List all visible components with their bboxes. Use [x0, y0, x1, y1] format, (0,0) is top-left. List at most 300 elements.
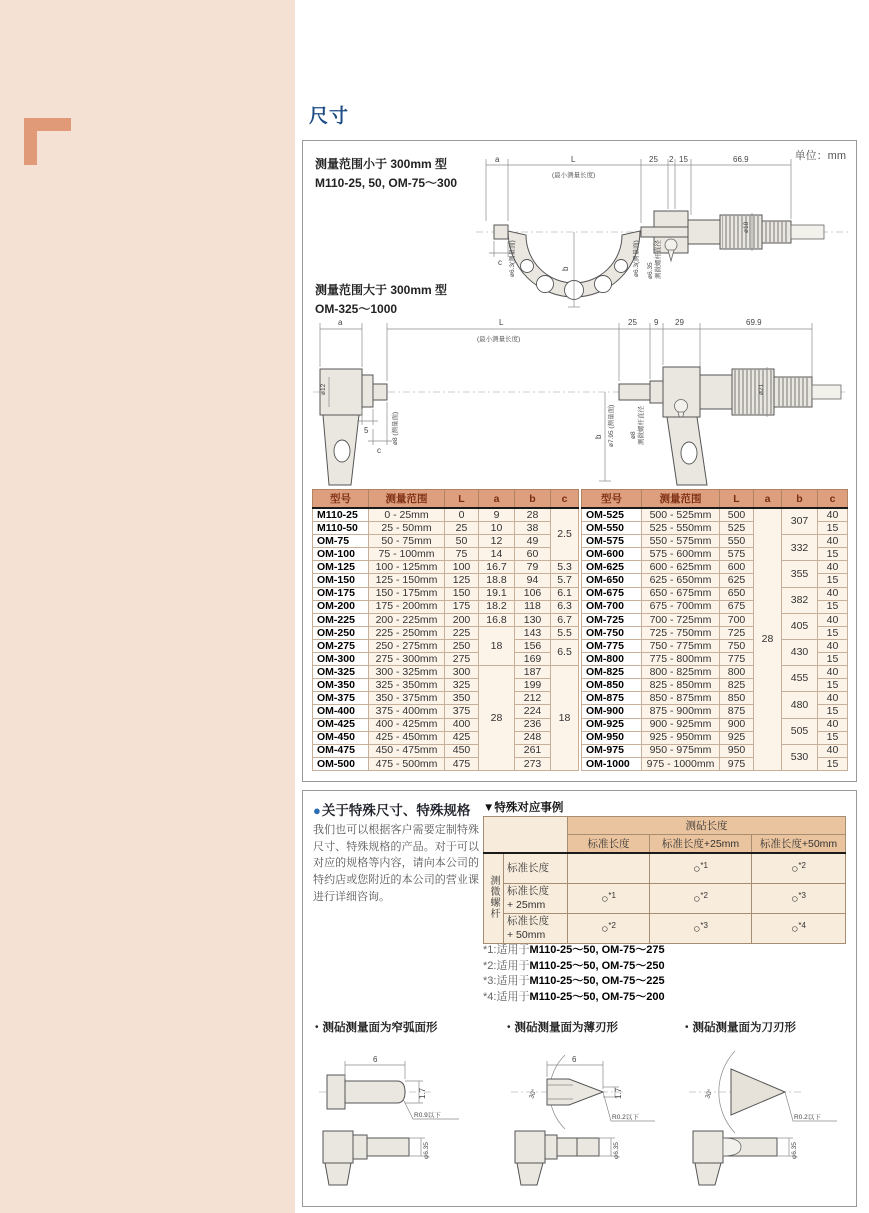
small-range-caption — [315, 155, 457, 193]
value-cell: 332 — [782, 535, 818, 561]
table-row — [313, 639, 579, 652]
micrometer-diagram-large — [305, 311, 853, 487]
value-cell: 275 - 300mm — [369, 653, 445, 666]
value-cell: 28 — [754, 508, 782, 770]
model-cell: OM-900 — [582, 705, 642, 718]
svg-text:L: L — [499, 318, 504, 327]
model-cell: OM-400 — [313, 705, 369, 718]
cell: ○$^{*4}$ — [752, 914, 846, 944]
cell: ○$^{*1}$ — [568, 884, 650, 914]
model-cell: OM-650 — [582, 574, 642, 587]
value-cell: 375 - 400mm — [369, 705, 445, 718]
value-cell: 19.1 — [479, 587, 515, 600]
value-cell: 350 — [445, 692, 479, 705]
model-cell: OM-850 — [582, 679, 642, 692]
value-cell: 250 - 275mm — [369, 639, 445, 652]
model-cell: M110-50 — [313, 522, 369, 535]
sleeve — [688, 220, 720, 244]
value-cell: 400 - 425mm — [369, 718, 445, 731]
column-header: c — [551, 490, 579, 509]
column-header: 标准长度 — [568, 835, 650, 854]
value-cell: 12 — [479, 535, 515, 548]
row-header: 标准长度 — [504, 853, 568, 884]
svg-text:φ6.35: φ6.35 — [423, 1142, 430, 1159]
model-cell: OM-750 — [582, 626, 642, 639]
table-row — [313, 522, 579, 535]
value-cell: 40 — [818, 561, 848, 574]
model-cell: OM-550 — [582, 522, 642, 535]
value-cell: 975 — [720, 757, 754, 770]
page-title: 尺寸 — [309, 106, 350, 127]
table-row — [484, 853, 846, 884]
value-cell: 40 — [818, 587, 848, 600]
model-cell: OM-500 — [313, 757, 369, 770]
value-cell: 0 - 25mm — [369, 508, 445, 522]
table-row — [313, 561, 579, 574]
column-header: L — [445, 490, 479, 509]
value-cell: 375 — [445, 705, 479, 718]
model-cell: OM-675 — [582, 587, 642, 600]
table-row — [313, 548, 579, 561]
svg-text:L: L — [571, 155, 576, 164]
model-cell: OM-375 — [313, 692, 369, 705]
table-row — [582, 587, 848, 600]
value-cell: 430 — [782, 639, 818, 665]
special-section-body: 我们也可以根据客户需要定制特殊尺寸、特殊规格的产品。对于可以对应的规格等内容，请向本公司的特约店或您附近的本公司的营业课进行详细咨询。 — [313, 824, 479, 903]
value-cell: 225 — [445, 626, 479, 639]
value-cell: 16.7 — [479, 561, 515, 574]
anvil-shape-drawing-2 — [503, 1035, 681, 1187]
value-cell: 725 — [720, 626, 754, 639]
value-cell: 475 - 500mm — [369, 757, 445, 770]
value-cell: 600 - 625mm — [642, 561, 720, 574]
value-cell: 455 — [782, 666, 818, 692]
special-sizes-panel — [302, 790, 857, 1207]
svg-text:66.9: 66.9 — [733, 155, 749, 164]
value-cell: 925 — [720, 731, 754, 744]
value-cell: 15 — [818, 653, 848, 666]
value-cell: 15 — [818, 522, 848, 535]
model-cell: OM-700 — [582, 600, 642, 613]
column-header: 测量范围 — [642, 490, 720, 509]
value-cell: 40 — [818, 692, 848, 705]
column-header: 型号 — [313, 490, 369, 509]
value-cell: 40 — [818, 535, 848, 548]
model-cell: OM-575 — [582, 535, 642, 548]
value-cell: 6.7 — [551, 613, 579, 626]
dimension-table-right — [581, 489, 848, 771]
dimension-table-left — [312, 489, 579, 771]
value-cell: 575 - 600mm — [642, 548, 720, 561]
model-cell: OM-725 — [582, 613, 642, 626]
svg-text:φ6.35: φ6.35 — [613, 1142, 620, 1159]
svg-text:R0.2以下: R0.2以下 — [794, 1114, 821, 1121]
svg-text:6: 6 — [373, 1055, 378, 1064]
column-header: b — [782, 490, 818, 509]
value-cell: 187 — [515, 666, 551, 679]
value-cell: 156 — [515, 639, 551, 652]
svg-text:R0.2以下: R0.2以下 — [612, 1114, 639, 1121]
model-cell: OM-600 — [582, 548, 642, 561]
model-cell: M110-25 — [313, 508, 369, 522]
table-row — [582, 613, 848, 626]
svg-text:(最小测量长度): (最小测量长度) — [552, 172, 596, 179]
corner-bracket-logo — [24, 118, 71, 165]
svg-text:ø18: ø18 — [743, 221, 750, 233]
footnote: *3:适用于M110-25～50, OM-75～225 — [483, 975, 665, 988]
value-cell: 143 — [515, 626, 551, 639]
model-cell: OM-75 — [313, 535, 369, 548]
value-cell: 325 — [445, 679, 479, 692]
model-cell: OM-125 — [313, 561, 369, 574]
value-cell: 0 — [445, 508, 479, 522]
triangle-marker-icon: ▼ — [483, 802, 495, 814]
value-cell: 273 — [515, 757, 551, 770]
svg-text:6: 6 — [572, 1055, 577, 1064]
svg-text:15: 15 — [679, 155, 688, 164]
value-cell: 525 — [720, 522, 754, 535]
value-cell: 125 - 150mm — [369, 574, 445, 587]
value-cell: 49 — [515, 535, 551, 548]
model-cell: OM-225 — [313, 613, 369, 626]
svg-text:30°: 30° — [704, 1088, 715, 1100]
value-cell: 525 - 550mm — [642, 522, 720, 535]
sleeve — [700, 375, 732, 409]
model-cell: OM-350 — [313, 679, 369, 692]
value-cell: 825 - 850mm — [642, 679, 720, 692]
value-cell: 169 — [515, 653, 551, 666]
column-header: 测量范围 — [369, 490, 445, 509]
svg-text:ø12: ø12 — [320, 383, 327, 395]
value-cell: 225 - 250mm — [369, 626, 445, 639]
value-cell: 15 — [818, 679, 848, 692]
svg-text:2: 2 — [669, 155, 674, 164]
value-cell: 50 - 75mm — [369, 535, 445, 548]
footnote: *4:适用于M110-25～50, OM-75～200 — [483, 990, 665, 1003]
value-cell: 40 — [818, 613, 848, 626]
special-case-table — [483, 816, 846, 944]
anvil-shape-narrow-arc — [311, 1019, 489, 1192]
header-row — [313, 490, 579, 509]
value-cell: 575 — [720, 548, 754, 561]
value-cell: 6.5 — [551, 639, 579, 665]
svg-text:ø8 (测量面): ø8 (测量面) — [392, 411, 399, 445]
value-cell: 261 — [515, 744, 551, 757]
value-cell: 236 — [515, 718, 551, 731]
table-row — [313, 705, 579, 718]
value-cell: 199 — [515, 679, 551, 692]
column-header: 标准长度+25mm — [650, 835, 752, 854]
bullet-icon: ● — [313, 803, 321, 818]
value-cell: 125 — [445, 574, 479, 587]
svg-text:c: c — [498, 258, 502, 267]
svg-text:a: a — [495, 155, 500, 164]
value-cell: 850 - 875mm — [642, 692, 720, 705]
svg-text:9: 9 — [654, 318, 659, 327]
cell: ○$^{*2}$ — [650, 884, 752, 914]
model-cell: OM-150 — [313, 574, 369, 587]
column-header: a — [479, 490, 515, 509]
value-cell: 9 — [479, 508, 515, 522]
column-header: 型号 — [582, 490, 642, 509]
anvil-rod — [373, 384, 387, 400]
value-cell: 250 — [445, 639, 479, 652]
column-group-header: 测砧长度 — [568, 817, 846, 835]
svg-text:ø6.35: ø6.35 — [647, 262, 654, 279]
anvil-shape-knife-edge — [681, 1019, 859, 1192]
value-cell: 800 - 825mm — [642, 666, 720, 679]
value-cell: 800 — [720, 666, 754, 679]
column-header: b — [515, 490, 551, 509]
table-row — [313, 653, 579, 666]
model-cell: OM-425 — [313, 718, 369, 731]
svg-text:29: 29 — [675, 318, 684, 327]
value-cell: 175 — [445, 600, 479, 613]
footnote: *2:适用于M110-25～50, OM-75～250 — [483, 959, 665, 972]
model-cell: OM-825 — [582, 666, 642, 679]
table-row — [313, 613, 579, 626]
value-cell: 625 — [720, 574, 754, 587]
unit-label: 单位：mm — [794, 150, 846, 162]
value-cell: 16.8 — [479, 613, 515, 626]
table-row — [313, 718, 579, 731]
svg-text:c: c — [377, 446, 381, 455]
dimensions-panel — [302, 140, 857, 782]
value-cell: 248 — [515, 731, 551, 744]
value-cell: 212 — [515, 692, 551, 705]
value-cell: 14 — [479, 548, 515, 561]
value-cell: 300 - 325mm — [369, 666, 445, 679]
value-cell: 405 — [782, 613, 818, 639]
value-cell: 875 — [720, 705, 754, 718]
row-group-header: 测微螺杆 — [484, 853, 504, 944]
value-cell: 200 - 225mm — [369, 613, 445, 626]
table-row — [313, 508, 579, 522]
value-cell: 475 — [445, 757, 479, 770]
value-cell: 500 — [720, 508, 754, 522]
value-cell: 975 - 1000mm — [642, 757, 720, 770]
table-row — [313, 626, 579, 639]
row-header: 标准长度 + 25mm — [504, 884, 568, 914]
value-cell: 6.1 — [551, 587, 579, 600]
svg-text:30°: 30° — [528, 1088, 539, 1100]
model-cell: OM-325 — [313, 666, 369, 679]
corner-cell — [484, 817, 568, 854]
svg-text:ø6.3(测量面): ø6.3(测量面) — [509, 240, 516, 277]
cell: ○$^{*1}$ — [650, 853, 752, 884]
svg-text:R0.9以下: R0.9以下 — [414, 1112, 441, 1119]
model-cell: OM-275 — [313, 639, 369, 652]
special-section-title: ●关于特殊尺寸、特殊规格 — [313, 803, 471, 818]
value-cell: 15 — [818, 574, 848, 587]
value-cell: 307 — [782, 508, 818, 535]
value-cell: 10 — [479, 522, 515, 535]
model-cell: OM-300 — [313, 653, 369, 666]
value-cell: 130 — [515, 613, 551, 626]
column-header: 标准长度+50mm — [752, 835, 846, 854]
dimension-lines — [486, 159, 791, 223]
value-cell: 15 — [818, 600, 848, 613]
cell: ○$^{*3}$ — [650, 914, 752, 944]
table-row — [582, 561, 848, 574]
left-sidebar — [0, 0, 295, 1213]
value-cell: 118 — [515, 600, 551, 613]
cell: ○$^{*2}$ — [568, 914, 650, 944]
model-cell: OM-475 — [313, 744, 369, 757]
value-cell: 18.2 — [479, 600, 515, 613]
value-cell: 875 - 900mm — [642, 705, 720, 718]
value-cell: 450 — [445, 744, 479, 757]
svg-text:(最小测量长度): (最小测量长度) — [477, 336, 521, 343]
value-cell: 700 - 725mm — [642, 613, 720, 626]
table-row — [582, 639, 848, 652]
table-row — [313, 731, 579, 744]
column-header: a — [754, 490, 782, 509]
value-cell: 600 — [720, 561, 754, 574]
footnotes — [483, 943, 665, 1005]
model-cell: OM-525 — [582, 508, 642, 522]
svg-text:1.7: 1.7 — [614, 1087, 623, 1099]
value-cell: 150 — [445, 587, 479, 600]
value-cell: 350 - 375mm — [369, 692, 445, 705]
value-cell: 425 - 450mm — [369, 731, 445, 744]
model-cell: OM-625 — [582, 561, 642, 574]
value-cell: 15 — [818, 548, 848, 561]
table-row — [582, 744, 848, 757]
value-cell: 480 — [782, 692, 818, 718]
table-row — [313, 757, 579, 770]
value-cell: 825 — [720, 679, 754, 692]
value-cell: 925 - 950mm — [642, 731, 720, 744]
large-range-caption-line2: OM-325～1000 — [315, 302, 398, 317]
svg-text:b: b — [594, 434, 603, 439]
svg-text:1.7: 1.7 — [418, 1087, 427, 1099]
value-cell: 850 — [720, 692, 754, 705]
value-cell: 106 — [515, 587, 551, 600]
large-range-caption-line1: 测量范围大于 300mm 型 — [315, 283, 448, 297]
value-cell: 5.7 — [551, 574, 579, 587]
value-cell: 94 — [515, 574, 551, 587]
svg-text:测微螺杆直径: 测微螺杆直径 — [655, 240, 662, 279]
svg-text:25: 25 — [628, 318, 637, 327]
value-cell: 750 - 775mm — [642, 639, 720, 652]
footnote: *1:适用于M110-25～50, OM-75～275 — [483, 944, 665, 956]
value-cell: 18 — [551, 666, 579, 771]
header-row — [582, 490, 848, 509]
table-row — [582, 692, 848, 705]
value-cell: 5.5 — [551, 626, 579, 639]
value-cell: 40 — [818, 718, 848, 731]
value-cell: 2.5 — [551, 508, 579, 561]
value-cell: 100 - 125mm — [369, 561, 445, 574]
small-range-caption-line2: M110-25, 50, OM-75～300 — [315, 176, 458, 191]
value-cell: 38 — [515, 522, 551, 535]
value-cell: 725 - 750mm — [642, 626, 720, 639]
model-cell: OM-450 — [313, 731, 369, 744]
value-cell: 15 — [818, 757, 848, 770]
row-header: 标准长度 + 50mm — [504, 914, 568, 944]
table-row — [582, 718, 848, 731]
value-cell: 675 — [720, 600, 754, 613]
table-row — [582, 508, 848, 522]
shape-title: ・测砧测量面为薄刃形 — [503, 1022, 618, 1034]
value-cell: 6.3 — [551, 600, 579, 613]
svg-text:ø21: ø21 — [758, 383, 765, 395]
value-cell: 325 - 350mm — [369, 679, 445, 692]
svg-text:69.9: 69.9 — [746, 318, 762, 327]
value-cell: 75 — [445, 548, 479, 561]
value-cell: 75 - 100mm — [369, 548, 445, 561]
svg-text:b: b — [561, 266, 570, 271]
cell — [568, 853, 650, 884]
svg-text:a: a — [338, 318, 343, 327]
model-cell: OM-950 — [582, 731, 642, 744]
value-cell: 15 — [818, 731, 848, 744]
value-cell: 550 — [720, 535, 754, 548]
table-row — [313, 666, 579, 679]
anvil-shape-thin-blade — [503, 1019, 681, 1192]
shape-title: ・测砧测量面为刀刃形 — [681, 1022, 796, 1034]
model-cell: OM-100 — [313, 548, 369, 561]
value-cell: 900 — [720, 718, 754, 731]
value-cell: 750 — [720, 639, 754, 652]
anvil-shape-drawing-3 — [681, 1035, 859, 1187]
value-cell: 15 — [818, 626, 848, 639]
svg-text:ø6.3(测量面): ø6.3(测量面) — [633, 240, 640, 277]
value-cell: 18.8 — [479, 574, 515, 587]
value-cell: 700 — [720, 613, 754, 626]
table-row — [582, 535, 848, 548]
shape-title: ・测砧测量面为窄弧面形 — [311, 1022, 438, 1034]
table-row — [313, 587, 579, 600]
value-cell: 775 — [720, 653, 754, 666]
svg-text:φ6.35: φ6.35 — [791, 1142, 798, 1159]
value-cell: 275 — [445, 653, 479, 666]
table-row — [313, 574, 579, 587]
value-cell: 28 — [515, 508, 551, 522]
table-row — [582, 666, 848, 679]
value-cell: 40 — [818, 639, 848, 652]
value-cell: 50 — [445, 535, 479, 548]
value-cell: 505 — [782, 718, 818, 744]
table-row — [313, 744, 579, 757]
table-row — [484, 884, 846, 914]
model-cell: OM-875 — [582, 692, 642, 705]
value-cell: 18 — [479, 626, 515, 665]
small-range-caption-line1: 测量范围小于 300mm 型 — [315, 157, 448, 171]
value-cell: 150 - 175mm — [369, 587, 445, 600]
value-cell: 300 — [445, 666, 479, 679]
table-row — [313, 600, 579, 613]
value-cell: 15 — [818, 705, 848, 718]
column-header: L — [720, 490, 754, 509]
column-header: c — [818, 490, 848, 509]
model-cell: OM-200 — [313, 600, 369, 613]
value-cell: 40 — [818, 744, 848, 757]
model-cell: OM-1000 — [582, 757, 642, 770]
model-cell: OM-800 — [582, 653, 642, 666]
model-cell: OM-975 — [582, 744, 642, 757]
value-cell: 650 - 675mm — [642, 587, 720, 600]
table-row — [313, 692, 579, 705]
value-cell: 355 — [782, 561, 818, 587]
value-cell: 550 - 575mm — [642, 535, 720, 548]
model-cell: OM-775 — [582, 639, 642, 652]
value-cell: 530 — [782, 744, 818, 770]
value-cell: 25 — [445, 522, 479, 535]
value-cell: 175 - 200mm — [369, 600, 445, 613]
value-cell: 500 - 525mm — [642, 508, 720, 522]
